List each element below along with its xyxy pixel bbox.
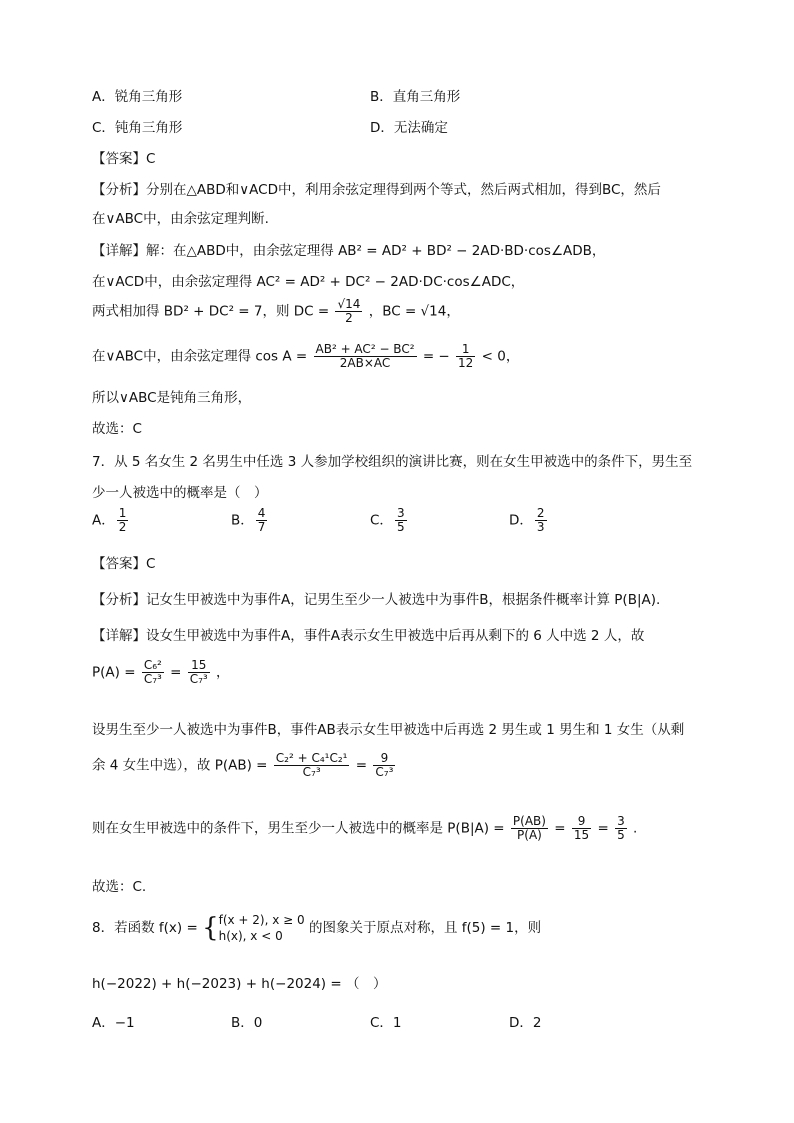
q8-stem-line-2: h(−2022) + h(−2023) + h(−2024) = （ ） bbox=[92, 976, 387, 992]
numerator: 1 bbox=[118, 506, 127, 520]
denominator: P(A) bbox=[517, 828, 542, 843]
analysis-text: 分别在△ABD和∨ACD中，利用余弦定理得到两个等式，然后两式相加，得到BC，然后 bbox=[146, 182, 661, 198]
q6-option-a: A．锐角三角形 bbox=[92, 89, 183, 105]
q7-option-a bbox=[92, 507, 130, 534]
detail-text: = bbox=[355, 757, 368, 774]
q7-detail-line-5 bbox=[92, 815, 637, 842]
detail-text: ，BC = √14， bbox=[368, 303, 460, 320]
option-label: A． bbox=[92, 512, 115, 529]
case-1: f(x + 2), x ≥ 0 bbox=[218, 913, 305, 927]
denominator: 12 bbox=[458, 356, 474, 371]
q8-option-b: B．0 bbox=[231, 1015, 263, 1031]
detail-text: 设女生甲被选中为事件A，事件A表示女生甲被选中后再从剩下的 6 人中选 2 人，故 bbox=[146, 628, 645, 644]
q6-detail-line-2: 在∨ACD中，由余弦定理得 AC² = AD² + DC² − 2AD·DC·cos∠ADC， bbox=[92, 274, 525, 290]
q7-stem-line-1: 7．从 5 名女生 2 名男生中任选 3 人参加学校组织的演讲比赛，则在女生甲被选中的条件下，男生至 bbox=[92, 454, 693, 470]
detail-text: 余 4 女生中选），故 P(AB) = bbox=[92, 757, 268, 774]
q6-detail-line-4 bbox=[92, 343, 519, 370]
q8-option-c: C．1 bbox=[370, 1015, 402, 1031]
stem-text: 的图象关于原点对称，且 f(5) = 1，则 bbox=[308, 920, 542, 937]
denominator: 2 bbox=[118, 520, 127, 535]
numerator: 1 bbox=[456, 343, 475, 357]
q6-option-b: B．直角三角形 bbox=[370, 89, 461, 105]
q6-analysis-line-1 bbox=[92, 178, 661, 198]
answer-label: 【答案】 bbox=[92, 151, 146, 167]
numerator: C₆² bbox=[143, 658, 162, 672]
detail-text: = bbox=[170, 664, 182, 681]
denominator: 3 bbox=[536, 520, 545, 535]
detail-text: P(A) = bbox=[92, 664, 136, 681]
denominator: C₇³ bbox=[375, 765, 394, 780]
q6-detail-line-1 bbox=[92, 239, 605, 259]
analysis-label: 【分析】 bbox=[92, 182, 146, 198]
denominator: C₇³ bbox=[302, 765, 321, 780]
denominator: 5 bbox=[617, 828, 625, 843]
q7-option-b bbox=[231, 507, 269, 534]
q6-option-c: C．钝角三角形 bbox=[92, 120, 183, 136]
option-label: D． bbox=[509, 512, 533, 529]
detail-text: < 0， bbox=[481, 348, 520, 365]
q7-detail-line-3: 设男生至少一人被选中为事件B，事件AB表示女生甲被选中后再选 2 男生或 1 男生和 1 女生（从剩 bbox=[92, 722, 685, 738]
detail-text: = − bbox=[422, 348, 450, 365]
fraction bbox=[456, 343, 475, 370]
numerator: √14 bbox=[337, 297, 361, 311]
q7-analysis bbox=[92, 588, 660, 608]
denominator: 15 bbox=[573, 828, 590, 843]
q6-detail-line-3 bbox=[92, 298, 460, 325]
option-label: B． bbox=[231, 512, 254, 529]
detail-text: = bbox=[554, 820, 566, 837]
q7-choose: 故选：C. bbox=[92, 879, 147, 895]
numerator: 4 bbox=[257, 506, 266, 520]
denominator: 7 bbox=[257, 520, 266, 535]
detail-text: 则在女生甲被选中的条件下，男生至少一人被选中的概率是 P(B|A) = bbox=[92, 820, 505, 837]
q7-option-d bbox=[509, 507, 549, 534]
answer-value: C bbox=[146, 151, 156, 167]
q6-answer bbox=[92, 147, 155, 167]
q7-detail-line-1 bbox=[92, 624, 644, 644]
numerator: 9 bbox=[373, 752, 395, 766]
q7-answer bbox=[92, 552, 155, 572]
q6-detail-line-5: 所以∨ABC是钝角三角形， bbox=[92, 390, 252, 406]
fraction bbox=[314, 343, 417, 370]
q7-detail-line-2 bbox=[92, 659, 230, 686]
piecewise-cases bbox=[219, 912, 305, 944]
case-2: h(x), x < 0 bbox=[218, 929, 283, 944]
denominator: C₇³ bbox=[143, 672, 162, 687]
denominator: 2 bbox=[345, 311, 353, 326]
denominator: 5 bbox=[396, 520, 405, 535]
numerator: 3 bbox=[396, 506, 405, 520]
fraction bbox=[335, 298, 362, 325]
detail-text: ， bbox=[216, 664, 230, 681]
q7-detail-line-4 bbox=[92, 752, 397, 779]
q8-stem-line-1 bbox=[92, 912, 541, 944]
numerator: AB² + AC² − BC² bbox=[315, 342, 415, 356]
analysis-label: 【分析】 bbox=[92, 592, 146, 608]
q6-analysis-line-2: 在∨ABC中，由余弦定理判断. bbox=[92, 211, 269, 227]
numerator: 9 bbox=[572, 815, 591, 829]
detail-label: 【详解】 bbox=[92, 628, 146, 644]
option-label: C． bbox=[370, 512, 393, 529]
detail-text: 在∨ABC中，由余弦定理得 cos A = bbox=[92, 348, 308, 365]
analysis-text: 记女生甲被选中为事件A，记男生至少一人被选中为事件B，根据条件概率计算 P(B|A). bbox=[146, 592, 661, 608]
brace-symbol: { bbox=[202, 913, 219, 944]
detail-text: . bbox=[633, 820, 638, 837]
numerator: 15 bbox=[188, 659, 210, 673]
numerator: 3 bbox=[617, 814, 625, 828]
detail-text: 两式相加得 BD² + DC² = 7，则 DC = bbox=[92, 303, 330, 320]
answer-label: 【答案】 bbox=[92, 556, 146, 572]
numerator: C₂² + C₄¹C₂¹ bbox=[275, 751, 348, 765]
answer-value: C bbox=[146, 556, 156, 572]
detail-text: 解：在△ABD中，由余弦定理得 AB² = AD² + BD² − 2AD·BD·cos∠ADB， bbox=[146, 243, 606, 259]
numerator: 2 bbox=[536, 506, 545, 520]
numerator: P(AB) bbox=[512, 814, 546, 828]
denominator: C₇³ bbox=[189, 672, 208, 687]
denominator: 2AB×AC bbox=[339, 356, 391, 371]
q8-option-a: A．−1 bbox=[92, 1015, 135, 1031]
q8-option-d: D．2 bbox=[509, 1015, 542, 1031]
detail-text: = bbox=[597, 820, 609, 837]
q6-choose: 故选：C bbox=[92, 421, 142, 437]
stem-text: 8．若函数 f(x) = bbox=[92, 920, 198, 937]
q7-option-c bbox=[370, 507, 409, 534]
q6-option-d: D．无法确定 bbox=[370, 120, 448, 136]
q7-stem-line-2: 少一人被选中的概率是（ ） bbox=[92, 485, 268, 501]
detail-label: 【详解】 bbox=[92, 243, 146, 259]
